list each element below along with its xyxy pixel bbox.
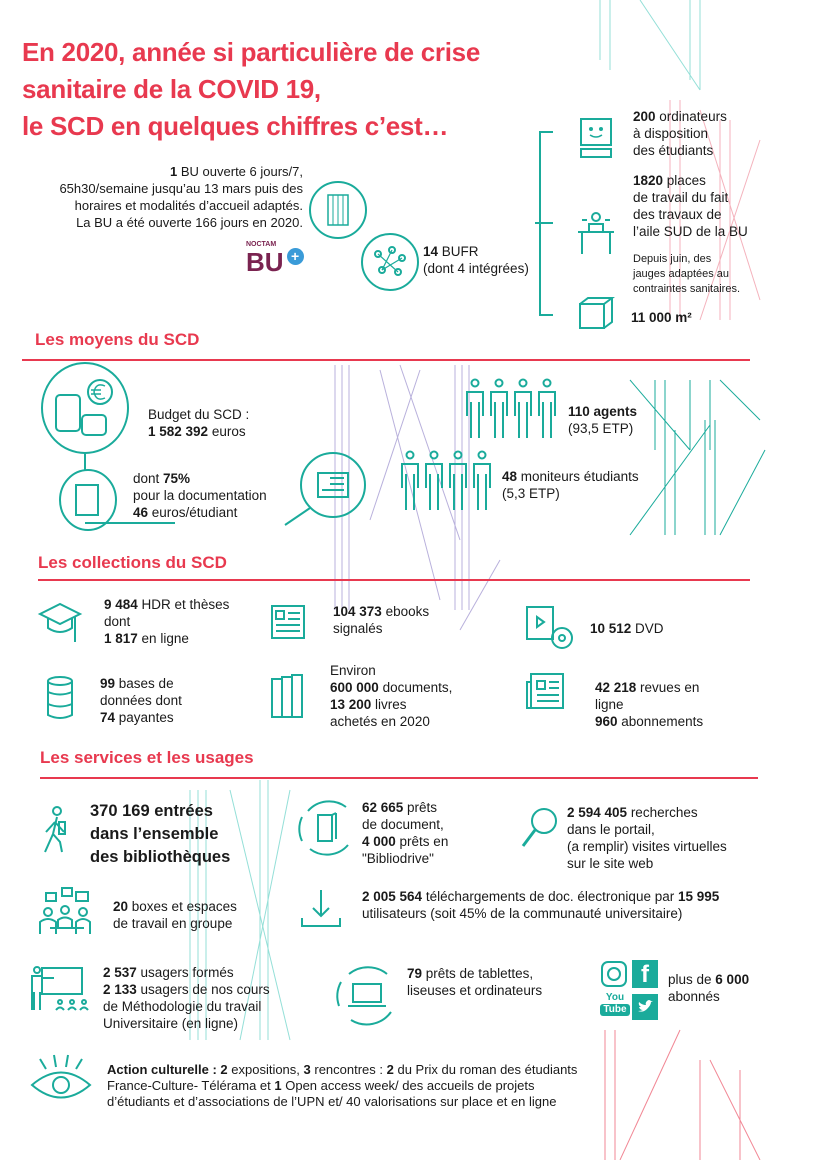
text-line (423, 243, 529, 260)
text-segment: usagers formés (136, 965, 234, 980)
walking-student-icon (40, 806, 70, 856)
text-line (633, 252, 740, 267)
text-segment: documents, (378, 680, 453, 695)
text-segment: BU ouverte 6 jours/7, (177, 164, 303, 179)
text-line (568, 420, 637, 437)
youtube-top-text: You (605, 992, 625, 1003)
text-line (330, 713, 452, 730)
highlight-figure: 110 agents (568, 404, 638, 419)
text-line (333, 620, 429, 637)
ebooks-text (333, 603, 429, 637)
text-line (103, 964, 270, 981)
text-segment: (5,3 ETP) (502, 486, 560, 501)
text-segment: liseuses et ordinateurs (407, 983, 543, 998)
title-line: le SCD en quelques chiffres c’est… (22, 111, 449, 141)
text-segment: payantes (115, 710, 174, 725)
budget-coins-icon (30, 360, 140, 530)
prets-text (362, 799, 448, 867)
graduation-cap-icon (38, 600, 82, 645)
logo-big-text: BU (246, 247, 284, 277)
text-line (423, 260, 529, 277)
text-segment: dont (104, 614, 131, 629)
highlight-figure: 4 000 (362, 834, 396, 849)
text-segment: La BU a été ouverte 166 jours en 2020. (76, 215, 303, 230)
text-segment: sur le site web (567, 856, 654, 871)
text-line (90, 800, 230, 823)
text-segment: livres (371, 697, 407, 712)
computers-text (633, 108, 727, 159)
books-icon (270, 673, 306, 721)
highlight-figure: 370 169 entrées (90, 802, 213, 820)
boxes-text (113, 898, 237, 932)
text-line (362, 833, 448, 850)
text-line (330, 679, 452, 696)
highlight-figure: 960 (595, 714, 618, 729)
twitter-icon[interactable] (632, 994, 658, 1020)
text-line (133, 470, 267, 487)
text-segment: dans le portail, (567, 822, 655, 837)
section-heading-moyens: Les moyens du SCD (35, 330, 200, 349)
text-line (104, 630, 229, 647)
text-segment: de travail en groupe (113, 916, 233, 931)
text-line (59, 180, 303, 197)
newspaper-icon (525, 672, 565, 712)
text-segment: à disposition (633, 126, 709, 141)
ebook-icon (270, 604, 306, 640)
text-segment: (93,5 ETP) (568, 421, 634, 436)
text-segment: horaires et modalités d’accueil adaptés. (74, 198, 303, 213)
text-line (333, 603, 429, 620)
text-line (330, 696, 452, 713)
book-loan-cycle-icon (298, 797, 358, 859)
text-line (502, 468, 639, 485)
text-segment: bases de (115, 676, 174, 691)
text-line (595, 713, 703, 730)
title-line: En 2020, année si particulière de crise (22, 37, 480, 67)
text-segment: expositions, (227, 1062, 304, 1077)
text-line (633, 282, 740, 297)
text-line (633, 172, 748, 189)
highlight-figure: 104 373 (333, 604, 382, 619)
formations-text (103, 964, 270, 1032)
text-segment: "Bibliodrive" (362, 851, 434, 866)
entrees-text (90, 800, 230, 869)
text-line (633, 142, 727, 159)
plus-pin-icon: + (287, 248, 304, 265)
text-segment: Depuis juin, des (633, 253, 712, 265)
title-line: sanitaire de la COVID 19, (22, 74, 321, 104)
text-line (133, 504, 267, 521)
text-segment: HDR et thèses (137, 597, 230, 612)
highlight-figure: Action culturelle : 2 (107, 1062, 228, 1077)
text-segment: ebooks (381, 604, 430, 619)
eye-icon (30, 1055, 92, 1101)
section-heading-collections: Les collections du SCD (38, 553, 227, 572)
text-segment: (a remplir) visites virtuelles (567, 839, 727, 854)
highlight-figure: 20 (113, 899, 129, 914)
text-line (362, 816, 448, 833)
text-segment: Budget du SCD : (148, 407, 250, 422)
download-icon (300, 890, 344, 930)
text-segment: de Méthodologie du travail (103, 999, 262, 1014)
highlight-figure: 79 (407, 966, 423, 981)
computer-icon (578, 117, 614, 161)
training-presentation-icon (30, 966, 94, 1012)
text-line (633, 108, 727, 125)
network-icon (360, 232, 420, 292)
text-line (104, 596, 229, 613)
text-line (107, 1094, 577, 1110)
theses-text (104, 596, 229, 647)
text-line (567, 855, 727, 872)
text-segment: prêts en (395, 834, 449, 849)
highlight-figure: 2 005 564 (362, 889, 423, 904)
highlight-figure: 10 512 (590, 621, 632, 636)
logo-wordmark (246, 240, 284, 275)
section-heading-services: Les services et les usages (40, 748, 254, 767)
youtube-icon[interactable] (600, 992, 630, 1016)
text-segment: abonnés (668, 989, 720, 1004)
text-line (568, 403, 637, 420)
abonnes-text (668, 971, 749, 1005)
highlight-figure: 3 (303, 1062, 311, 1077)
ebook-reader-icon (280, 450, 360, 530)
text-segment: euros (208, 424, 246, 439)
dvd-text (590, 620, 664, 637)
places-text (633, 172, 748, 240)
text-segment: jauges adaptées au (633, 268, 730, 280)
bufr-text (423, 243, 529, 277)
text-line (362, 799, 448, 816)
moniteurs-text (502, 468, 639, 502)
highlight-figure: 11 000 m² (631, 310, 692, 325)
text-line (100, 675, 182, 692)
text-segment: revues en (636, 680, 700, 695)
building-icon (308, 180, 368, 240)
logo-small-text: NOCTAM (246, 241, 277, 248)
text-line (567, 821, 727, 838)
text-line (59, 214, 303, 231)
text-line (330, 662, 452, 679)
text-segment: Open access week/ des accueils de projets (281, 1078, 535, 1093)
text-line (103, 998, 270, 1015)
text-line (567, 804, 727, 821)
text-line (633, 206, 748, 223)
text-segment: usagers de nos cours (136, 982, 270, 997)
highlight-figure: 200 (633, 109, 656, 124)
agents-people-icon (465, 378, 560, 440)
text-line (133, 487, 267, 504)
text-segment: ligne (595, 697, 624, 712)
highlight-figure: des bibliothèques (90, 848, 231, 866)
text-line (148, 423, 249, 440)
text-line (148, 406, 249, 423)
highlight-figure: 1820 (633, 173, 664, 188)
text-segment: du Prix du roman des étudiants (393, 1062, 578, 1077)
highlight-figure: 13 200 (330, 697, 372, 712)
social-media-icons (600, 960, 662, 1022)
text-segment: Environ (330, 663, 376, 678)
text-line (103, 1015, 270, 1032)
highlight-figure: 600 000 (330, 680, 379, 695)
text-line (362, 888, 719, 905)
highlight-figure: 14 (423, 244, 439, 259)
agents-text (568, 403, 637, 437)
highlight-figure: 2 537 (103, 965, 137, 980)
text-line (90, 846, 230, 869)
text-line (104, 613, 229, 630)
telechargements-text (362, 888, 719, 922)
highlight-figure: 2 (386, 1062, 394, 1077)
text-segment: téléchargements de doc. électronique par (422, 889, 678, 904)
jauges-note (633, 252, 740, 297)
text-line (595, 696, 703, 713)
text-segment: abonnements (617, 714, 704, 729)
text-segment: signalés (333, 621, 383, 636)
highlight-figure: 62 665 (362, 800, 404, 815)
action-culturelle-text (107, 1062, 577, 1110)
highlight-figure: 74 (100, 710, 116, 725)
revues-text (595, 679, 703, 730)
text-segment: BUFR (438, 244, 479, 259)
bracket-connector (535, 130, 555, 320)
text-segment: 65h30/semaine jusqu’au 13 mars puis des (59, 181, 303, 196)
highlight-figure: 75% (163, 471, 191, 486)
text-segment: des étudiants (633, 143, 714, 158)
highlight-figure: 1 817 (104, 631, 138, 646)
text-line (633, 223, 748, 240)
highlight-figure: 1 (170, 164, 178, 179)
highlight-figure: 15 995 (677, 889, 720, 904)
documents-text (330, 662, 452, 730)
database-icon (45, 675, 75, 721)
group-work-icon (38, 888, 104, 936)
budget-text (148, 406, 249, 440)
text-line (567, 838, 727, 855)
text-segment: places (663, 173, 706, 188)
text-line (362, 850, 448, 867)
text-segment: de document, (362, 817, 444, 832)
highlight-figure: 42 218 (595, 680, 637, 695)
section-divider (40, 777, 758, 779)
text-segment: ordinateurs (655, 109, 727, 124)
dvd-film-icon (525, 605, 575, 650)
text-segment: prêts (403, 800, 438, 815)
instagram-icon[interactable] (600, 960, 630, 990)
text-segment: de travail du fait (633, 190, 729, 205)
text-segment: dont (133, 471, 164, 486)
text-segment: euros/étudiant (148, 505, 238, 520)
tablettes-text (407, 965, 542, 999)
text-line (595, 679, 703, 696)
text-line (502, 485, 639, 502)
text-segment: recherches (627, 805, 698, 820)
text-line (100, 709, 182, 726)
text-line (407, 982, 542, 999)
youtube-bottom-text: Tube (600, 1004, 630, 1016)
text-line (633, 189, 748, 206)
text-segment: prêts de tablettes, (422, 966, 534, 981)
highlight-figure: 48 (502, 469, 518, 484)
text-segment: (dont 4 intégrées) (423, 261, 529, 276)
bu-opening-text (59, 163, 303, 231)
text-line (590, 620, 664, 637)
cube-icon (578, 296, 614, 332)
text-segment: moniteurs étudiants (517, 469, 639, 484)
text-line (362, 905, 719, 922)
text-line (631, 309, 692, 326)
highlight-figure: 9 484 (104, 597, 138, 612)
noctam-bu-logo (246, 240, 304, 275)
text-line (668, 988, 749, 1005)
text-line (668, 971, 749, 988)
text-line (100, 692, 182, 709)
text-line (633, 267, 740, 282)
text-line (633, 125, 727, 142)
text-segment: achetés en 2020 (330, 714, 430, 729)
highlight-figure: 99 (100, 676, 116, 691)
text-line (103, 981, 270, 998)
text-segment: contraintes sanitaires. (633, 283, 740, 295)
underline-divider (85, 522, 175, 524)
surface-text (631, 309, 692, 326)
text-line (59, 163, 303, 180)
documentation-budget-text (133, 470, 267, 521)
text-segment: rencontres : (310, 1062, 387, 1077)
facebook-icon[interactable]: f (632, 960, 658, 988)
text-segment: en ligne (137, 631, 189, 646)
recherches-text (567, 804, 727, 872)
text-line (59, 197, 303, 214)
text-line (107, 1078, 577, 1094)
tablet-loan-cycle-icon (335, 962, 401, 1028)
highlight-figure: 46 (133, 505, 149, 520)
databases-text (100, 675, 182, 726)
text-segment: données dont (100, 693, 182, 708)
highlight-figure: 2 133 (103, 982, 137, 997)
text-segment: utilisateurs (soit 45% de la communauté universitaire) (362, 906, 683, 921)
highlight-figure: 6 000 (715, 972, 750, 987)
text-segment: Universitaire (en ligne) (103, 1016, 239, 1031)
student-monitors-people-icon (400, 450, 495, 512)
highlight-figure: dans l’ensemble (90, 825, 219, 843)
text-segment: pour la documentation (133, 488, 267, 503)
text-segment: boxes et espaces (128, 899, 237, 914)
text-segment: DVD (631, 621, 664, 636)
text-line (407, 965, 542, 982)
text-segment: l’aile SUD de la BU (633, 224, 748, 239)
magnifier-search-icon (520, 806, 560, 852)
text-line (107, 1062, 577, 1078)
text-segment: plus de (668, 972, 716, 987)
highlight-figure: 1 582 392 (148, 424, 209, 439)
text-segment: France-Culture- Télérama et (107, 1078, 275, 1093)
text-line (113, 898, 237, 915)
section-divider (38, 579, 750, 581)
text-segment: d’étudiants et d’associations de l’UPN et/ 40 valorisations sur place et en ligne (107, 1094, 557, 1109)
text-line (113, 915, 237, 932)
text-segment: des travaux de (633, 207, 722, 222)
highlight-figure: 1 (274, 1078, 282, 1093)
page-title (22, 34, 480, 145)
text-line (90, 823, 230, 846)
workspace-desk-icon (578, 210, 614, 255)
highlight-figure: 2 594 405 (567, 805, 628, 820)
